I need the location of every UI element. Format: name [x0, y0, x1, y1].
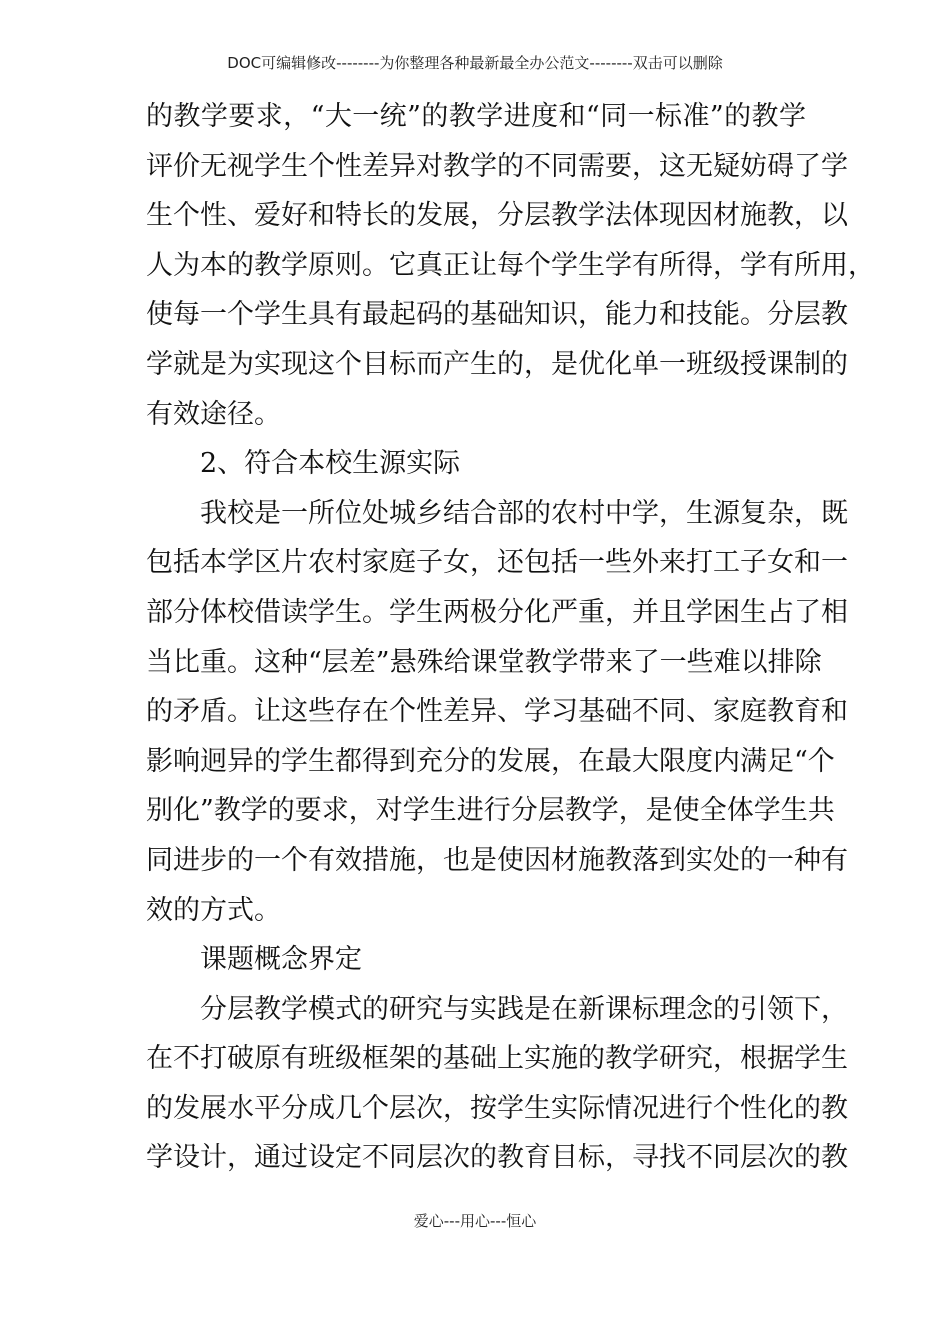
text-line: 的教学要求，“大一统”的教学进度和“同一标准”的教学	[146, 101, 806, 132]
text-line: 学就是为实现这个目标而产生的，是优化单一班级授课制的	[146, 348, 848, 380]
section-heading: 2、符合本校生源实际	[200, 448, 461, 480]
text-line: 效的方式。	[146, 894, 281, 926]
text-line: 同进步的一个有效措施，也是使因材施教落到实处的一种有	[146, 844, 848, 876]
text-line: 影响迥异的学生都得到充分的发展，在最大限度内满足“个	[146, 745, 835, 777]
text-line: 别化”教学的要求，对学生进行分层教学，是使全体学生共	[146, 795, 835, 827]
text-line: 分层教学模式的研究与实践是在新课标理念的引领下，	[200, 993, 848, 1025]
text-line: 我校是一所位处城乡结合部的农村中学，生源复杂，既	[200, 497, 848, 529]
text-line: 的矛盾。让这些存在个性差异、学习基础不同、家庭教育和	[146, 696, 848, 728]
text-line: 人为本的教学原则。它真正让每个学生学有所得，学有所用，	[146, 249, 875, 281]
page-header: DOC可编辑修改--------为你整理各种最新最全办公范文--------双击可以删除	[227, 54, 723, 72]
text-line: 有效途径。	[146, 398, 281, 430]
page-footer: 爱心---用心---恒心	[413, 1212, 537, 1230]
text-line: 的发展水平分成几个层次，按学生实际情况进行个性化的教	[146, 1092, 848, 1124]
text-line: 生个性、爱好和特长的发展，分层教学法体现因材施教，以	[146, 200, 848, 232]
text-line: 在不打破原有班级框架的基础上实施的教学研究，根据学生	[146, 1043, 848, 1075]
text-line: 包括本学区片农村家庭子女，还包括一些外来打工子女和一	[146, 547, 848, 579]
text-line: 使每一个学生具有最起码的基础知识，能力和技能。分层教	[146, 299, 848, 331]
document-body	[146, 92, 875, 1183]
text-line: 学设计，通过设定不同层次的教育目标，寻找不同层次的教	[146, 1142, 848, 1174]
section-heading: 课题概念界定	[200, 944, 362, 976]
text-line: 部分体校借读学生。学生两极分化严重，并且学困生占了相	[146, 596, 848, 628]
text-line: 评价无视学生个性差异对教学的不同需要，这无疑妨碍了学	[146, 150, 848, 182]
text-line: 当比重。这种“层差”悬殊给课堂教学带来了一些难以排除	[146, 646, 822, 678]
